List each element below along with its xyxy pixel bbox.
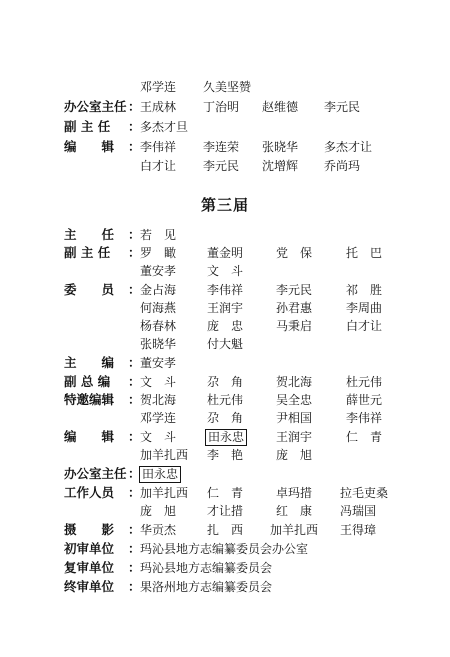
person-name: 冯瑞国 [340,504,377,518]
person-name: 文 斗 [140,375,177,389]
person-name: 加羊扎西 [140,486,189,500]
person-name: 董金明 [207,246,244,260]
colon: ： [128,392,141,407]
person-name: 马秉启 [276,319,313,333]
person-name: 加羊扎西 [270,523,319,537]
person-name: 尹相国 [276,411,313,425]
role-label: 工作人员 [64,485,115,500]
person-name: 李伟祥 [346,411,383,425]
person-name: 张晓华 [140,337,177,351]
person-name: 杜元伟 [346,375,383,389]
person-name: 李周曲 [346,301,383,315]
person-name: 白才让 [346,319,383,333]
person-name: 扎 西 [207,523,244,537]
person-name: 祁 胜 [346,283,383,297]
role-label: 终审单位 [64,579,115,594]
colon: ： [128,541,141,556]
colon: ： [128,374,141,389]
person-name: 李元民 [276,283,313,297]
role-label: 编 辑 [64,139,115,154]
role-label: 初审单位 [64,541,115,556]
person-name: 卓玛措 [276,486,313,500]
person-name: 贺北海 [276,375,313,389]
person-name: 孙君惠 [276,301,313,315]
role-label: 副 总 编 [64,374,111,389]
colon: ： [128,560,141,575]
person-name: 王润宇 [207,301,244,315]
role-label: 主 任 [64,227,115,242]
person-name: 李元民 [203,159,240,173]
person-name: 吴全忠 [276,393,313,407]
person-name: 托 巴 [346,246,383,260]
person-name: 王得璋 [340,523,377,537]
person-name: 王成林 [140,100,177,114]
person-name: 尕 角 [207,411,244,425]
person-name: 多杰才旦 [140,120,189,134]
person-name: 张晓华 [262,140,299,154]
person-name: 若 见 [140,228,177,242]
person-name: 王润宇 [276,430,313,444]
role-label: 办公室主任 [64,466,127,481]
person-name: 李伟祥 [140,140,177,154]
colon: ： [128,227,141,242]
organization-name: 玛沁县地方志编纂委员会办公室 [140,542,309,556]
person-name: 仁 青 [207,486,244,500]
role-label: 特邀编辑 [64,392,115,407]
section-title: 第三届 [200,196,249,214]
colon: ： [128,245,141,260]
person-name: 拉毛吏桑 [340,486,389,500]
colon: ： [128,139,141,154]
role-label: 摄 影 [64,522,115,537]
person-name: 才让措 [207,504,244,518]
organization-name: 玛沁县地方志编纂委员会 [140,561,273,575]
person-name: 金占海 [140,283,177,297]
role-label: 办公室主任 [64,99,127,114]
colon: ： [128,429,141,444]
colon: ： [128,99,141,114]
person-name: 杜元伟 [207,393,244,407]
person-name: 华贡杰 [140,523,177,537]
person-name: 文 斗 [207,264,244,278]
colon: ： [128,282,141,297]
person-name: 杨春林 [140,319,177,333]
role-label: 副 主 任 [64,119,111,134]
person-name: 红 康 [276,504,313,518]
colon: ： [128,522,141,537]
colon: ： [128,119,141,134]
person-name: 加羊扎西 [140,448,189,462]
person-name: 董安孝 [140,264,177,278]
person-name: 邓学连 [140,411,177,425]
person-name: 久美坚赞 [203,80,252,94]
colon: ： [128,466,141,481]
person-name: 乔尚玛 [324,159,361,173]
person-name: 丁治明 [203,100,240,114]
person-name: 田永忠 [205,429,247,446]
person-name: 邓学连 [140,80,177,94]
person-name: 李 艳 [207,448,244,462]
person-name: 薛世元 [346,393,383,407]
person-name: 白才让 [140,159,177,173]
person-name: 多杰才让 [324,140,373,154]
person-name: 李连荣 [203,140,240,154]
person-name: 付大魁 [207,337,244,351]
role-label: 副 主 任 [64,245,111,260]
organization-name: 果洛州地方志编纂委员会 [140,580,273,594]
person-name: 李元民 [324,100,361,114]
person-name: 贺北海 [140,393,177,407]
role-label: 复审单位 [64,560,115,575]
person-name-boxed [139,464,181,484]
person-name: 党 保 [276,246,313,260]
person-name: 尕 角 [207,375,244,389]
person-name: 庞 忠 [207,319,244,333]
person-name: 罗 瞰 [140,246,177,260]
colon: ： [128,579,141,594]
person-name: 田永忠 [139,466,181,483]
person-name: 仁 青 [346,430,383,444]
person-name: 何海燕 [140,301,177,315]
person-name: 李伟祥 [207,283,244,297]
role-label: 主 编 [64,355,115,370]
person-name: 董安孝 [140,356,177,370]
role-label: 编 辑 [64,429,115,444]
person-name: 文 斗 [140,430,177,444]
role-label: 委 员 [64,282,115,297]
person-name: 沈增辉 [262,159,299,173]
person-name: 庞 旭 [276,448,313,462]
colon: ： [128,485,141,500]
person-name-boxed [205,427,247,447]
person-name: 赵维德 [262,100,299,114]
colon: ： [128,355,141,370]
person-name: 庞 旭 [140,504,177,518]
